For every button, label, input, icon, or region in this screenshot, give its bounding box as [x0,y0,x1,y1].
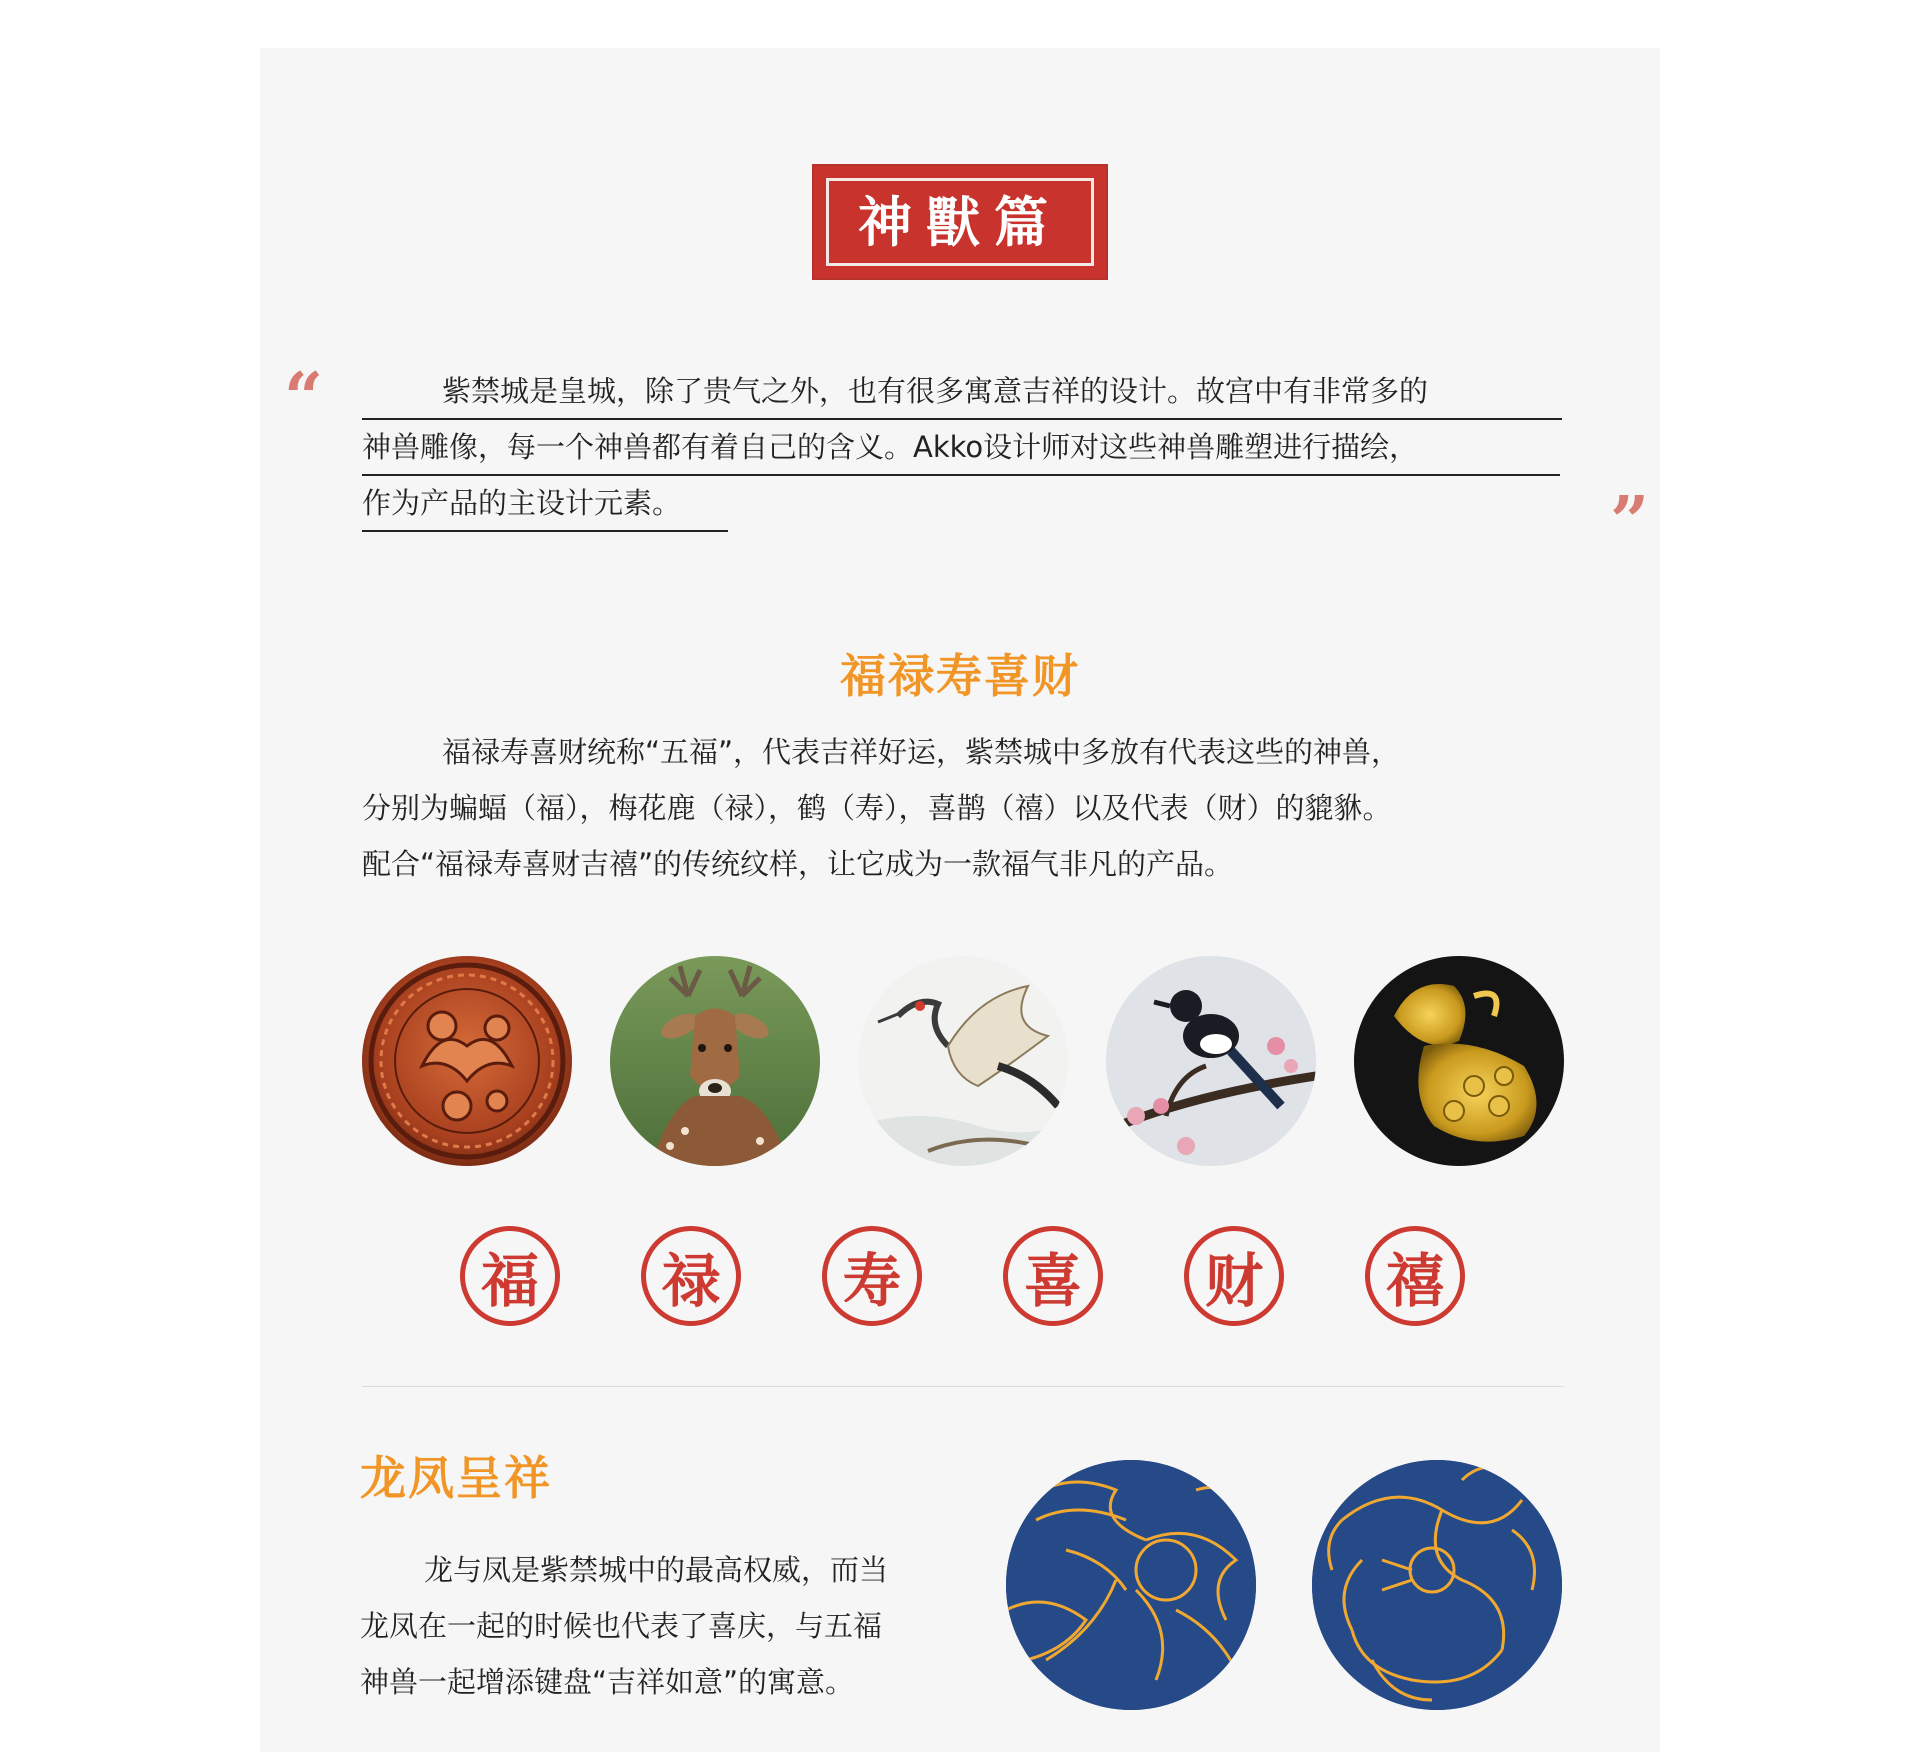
intro-line: 紫禁城是皇城，除了贵气之外，也有很多寓意吉祥的设计。故宫中有非常多的 [362,364,1562,420]
dragon-image [1312,1460,1562,1710]
intro-text [362,364,1562,532]
intro-line: 神兽雕像，每一个神兽都有着自己的含义。Akko设计师对这些神兽雕塑进行描绘， [362,420,1560,476]
seal-border [826,178,1094,266]
section-heading-dragon: 龙凤呈祥 [360,1451,552,1505]
seal-title: 神獸篇 [858,190,1062,254]
section-heading-fortune: 福禄寿喜财 [840,649,1080,703]
phoenix-image [1006,1460,1256,1710]
section-divider [362,1386,1564,1387]
magpie-image [1106,956,1316,1166]
intro-line: 作为产品的主设计元素。 [362,476,728,532]
paragraph-line: 分别为蝙蝠（福），梅花鹿（禄），鹤（寿），喜鹊（禧）以及代表（财）的貔貅。 [362,791,1392,825]
stamp-fu: 福 [460,1226,560,1326]
paragraph-line: 龙与凤是紫禁城中的最高权威，而当 [424,1553,889,1587]
fortune-paragraph [362,724,1562,892]
title-seal [814,166,1106,278]
paragraph-line: 福禄寿喜财统称“五福”，代表吉祥好运，紫禁城中多放有代表这些的神兽， [442,735,1401,769]
dragon-paragraph [360,1542,960,1710]
paragraph-line: 神兽一起增添键盘“吉祥如意”的寓意。 [360,1665,855,1699]
crane-image [858,956,1068,1166]
stamp-lu: 禄 [641,1226,741,1326]
paragraph-line: 龙凤在一起的时候也代表了喜庆，与五福 [360,1609,883,1643]
stamp-xi2: 禧 [1365,1226,1465,1326]
paragraph-line: 配合“福禄寿喜财吉禧”的传统纹样，让它成为一款福气非凡的产品。 [362,847,1234,881]
stamp-xi: 喜 [1003,1226,1103,1326]
sika-deer-image [610,956,820,1166]
bat-carving-image [362,956,572,1166]
pixiu-image [1354,956,1564,1166]
stamp-shou: 寿 [822,1226,922,1326]
stamp-cai: 财 [1184,1226,1284,1326]
close-quote-icon: ” [1610,482,1650,562]
open-quote-icon: “ [284,358,324,438]
